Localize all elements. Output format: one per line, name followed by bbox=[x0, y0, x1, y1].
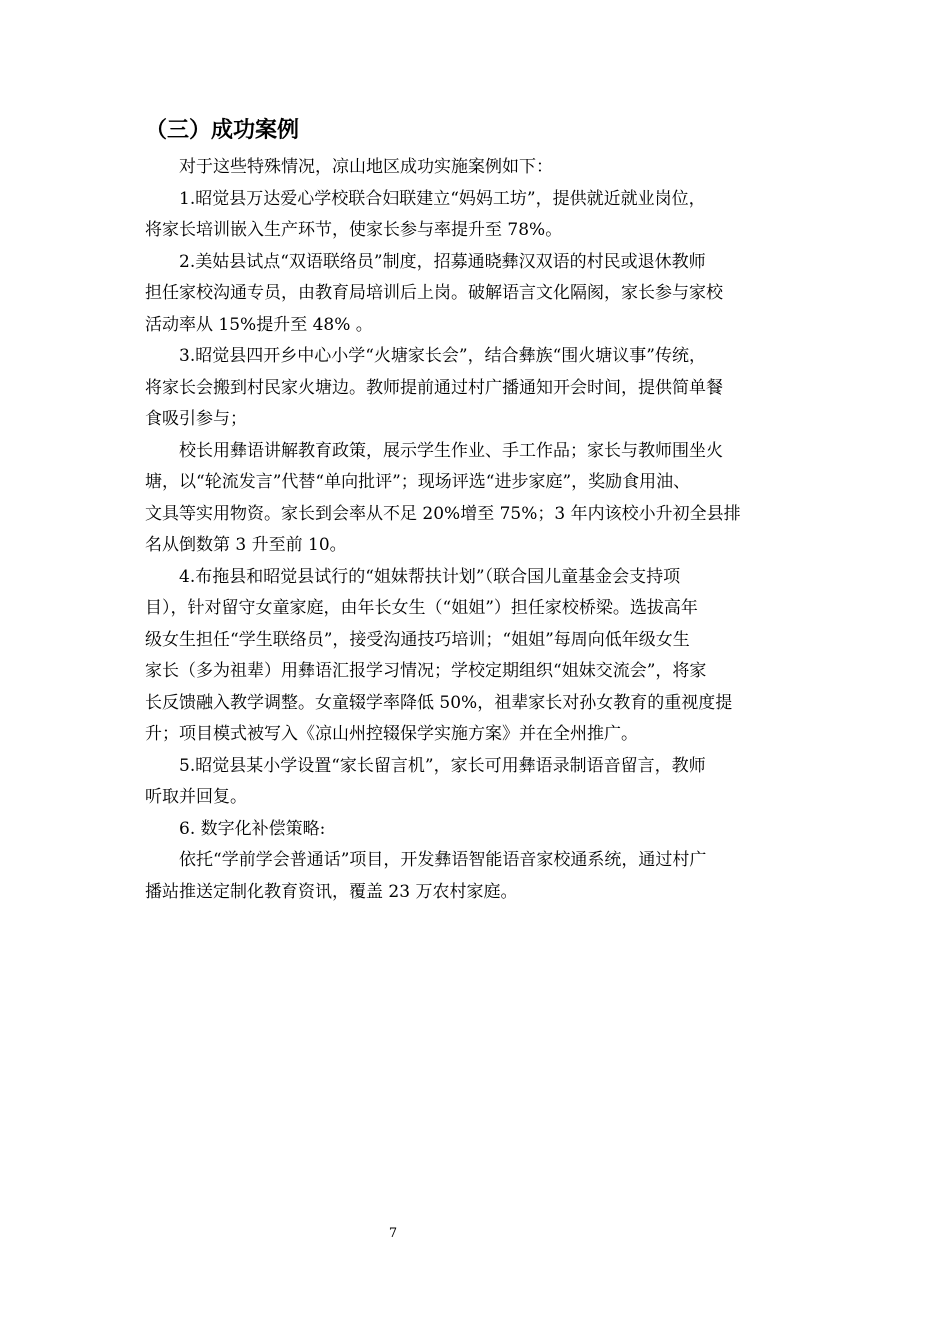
text-line: 名从倒数第 3 升至前 10。 bbox=[145, 535, 347, 555]
paragraph bbox=[145, 562, 805, 751]
paragraph bbox=[145, 247, 805, 342]
text-line: 食吸引参与； bbox=[145, 409, 247, 429]
paragraph bbox=[145, 845, 805, 908]
text-line: 活动率从 15%提升至 48% 。 bbox=[145, 314, 373, 335]
page-number: 7 bbox=[388, 1226, 398, 1241]
paragraph bbox=[145, 436, 805, 562]
paragraph bbox=[145, 814, 805, 846]
text-line: 将家长会搬到村民家火塘边。教师提前通过村广播通知开会时间，提供简单餐 bbox=[145, 377, 723, 398]
text-line: 依托“学前学会普通话”项目，开发彝语智能语音家校通系统，通过村广 bbox=[179, 850, 707, 870]
text-line: 1.昭觉县万达爱心学校联合妇联建立“妈妈工坊”，提供就近就业岗位， bbox=[179, 188, 706, 209]
text-line: 3.昭觉县四开乡中心小学“火塘家长会”，结合彝族“围火塘议事”传统， bbox=[179, 346, 706, 366]
text-line: 目），针对留守女童家庭，由年长女生（“姐姐”）担任家校桥梁。选拔高年 bbox=[145, 598, 698, 618]
text-line: 将家长培训嵌入生产环节，使家长参与率提升至 78%。 bbox=[145, 220, 563, 240]
text-line: 4.布拖县和昭觉县试行的“姐妹帮扶计划”（联合国儿童基金会支持项 bbox=[179, 566, 681, 587]
body-text bbox=[145, 152, 805, 908]
paragraph bbox=[145, 184, 805, 247]
paragraph bbox=[145, 341, 805, 436]
text-line: 2.美姑县试点“双语联络员”制度，招募通晓彝汉双语的村民或退休教师 bbox=[179, 251, 706, 272]
text-line: 对于这些特殊情况，凉山地区成功实施案例如下： bbox=[179, 157, 553, 177]
text-line: 担任家校沟通专员，由教育局培训后上岗。破解语言文化隔阂，家长参与家校 bbox=[145, 283, 723, 303]
paragraph bbox=[145, 152, 805, 184]
text-line: 家长（多为祖辈）用彝语汇报学习情况；学校定期组织“姐妹交流会”，将家 bbox=[145, 661, 707, 681]
text-line: 听取并回复。 bbox=[145, 787, 247, 807]
text-line: 6. 数字化补偿策略: bbox=[179, 818, 326, 839]
text-line: 校长用彝语讲解教育政策，展示学生作业、手工作品；家长与教师围坐火 bbox=[179, 440, 723, 461]
section-heading: （三）成功案例 bbox=[145, 118, 300, 143]
text-line: 长反馈融入教学调整。女童辍学率降低 50%，祖辈家长对孙女教育的重视度提 bbox=[145, 692, 733, 713]
text-line: 升；项目模式被写入《凉山州控辍保学实施方案》并在全州推广。 bbox=[145, 724, 638, 744]
text-line: 文具等实用物资。家长到会率从不足 20%增至 75%；3 年内该校小升初全县排 bbox=[145, 503, 741, 524]
paragraph bbox=[145, 751, 805, 814]
text-line: 塘，以“轮流发言”代替“单向批评”；现场评选“进步家庭”，奖励食用油、 bbox=[145, 472, 691, 492]
text-line: 5.昭觉县某小学设置“家长留言机”，家长可用彝语录制语音留言，教师 bbox=[179, 755, 706, 776]
text-line: 播站推送定制化教育资讯，覆盖 23 万农村家庭。 bbox=[145, 881, 518, 902]
text-line: 级女生担任“学生联络员”，接受沟通技巧培训；“姐姐”每周向低年级女生 bbox=[145, 629, 690, 650]
